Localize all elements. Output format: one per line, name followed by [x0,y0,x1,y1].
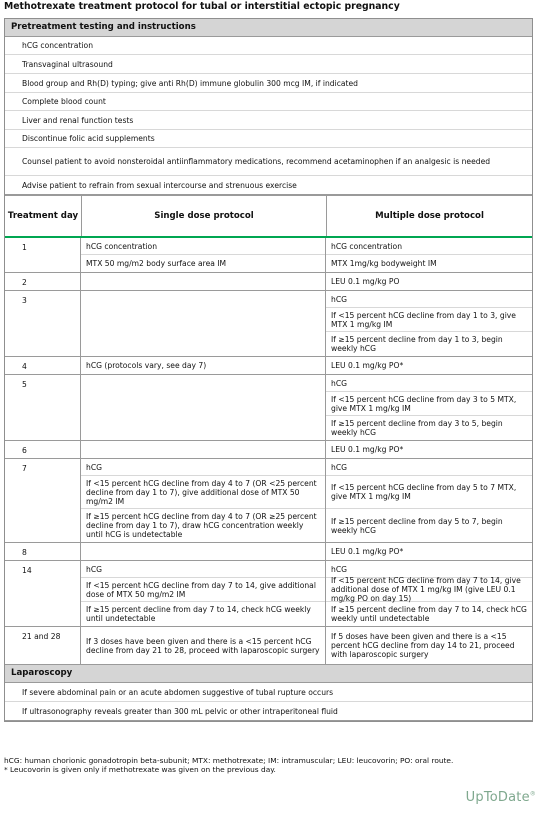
treatment-day-cell: 3 [5,291,81,356]
multiple-dose-entry: hCG [326,459,532,476]
protocol-frame [4,18,533,722]
laparoscopy-item: If ultrasonography reveals greater than 300 mL pelvic or other intraperitoneal fluid [5,702,532,721]
single-dose-entry [81,291,325,356]
multiple-dose-cell [326,273,532,290]
table-row [5,238,532,273]
pretreatment-item: Advise patient to refrain from sexual intercourse and strenuous exercise [5,176,532,195]
multiple-dose-entry: LEU 0.1 mg/kg PO* [331,547,404,556]
multiple-dose-entry: hCG concentration [326,238,532,255]
single-dose-cell [81,627,326,664]
pretreatment-item: Discontinue folic acid supplements [5,130,532,148]
multiple-dose-cell [326,459,532,542]
header-multiple-dose: Multiple dose protocol [375,211,484,221]
multiple-dose-entry: If <15 percent hCG decline from day 1 to 3, give MTX 1 mg/kg IM [326,308,532,332]
single-dose-entry [81,273,325,290]
single-dose-entry: If <15 percent hCG decline from day 7 to 14, give additional dose of MTX 50 mg/m2 IM [81,578,325,602]
multiple-dose-cell [326,543,532,560]
single-dose-entry: If <15 percent hCG decline from day 4 to 7 (OR <25 percent decline from day 1 to 7), give additional dose of MTX 50 mg/m2 IM [81,476,325,509]
table-row [5,273,532,291]
single-dose-cell [81,273,326,290]
header-treatment-day: Treatment day [5,196,82,236]
treatment-day-cell: 5 [5,375,81,440]
multiple-dose-cell [326,627,532,664]
multiple-dose-entry: If <15 percent hCG decline from day 3 to 5 MTX, give MTX 1 mg/kg IM [326,392,532,416]
treatment-day-cell: 21 and 28 [5,627,81,664]
logo-text: UpToDate [465,790,530,805]
single-dose-entry: hCG concentration [81,238,325,255]
pretreatment-list [5,37,532,195]
table-row [5,375,532,441]
multiple-dose-entry: LEU 0.1 mg/kg PO* [331,361,404,370]
header-single-dose: Single dose protocol [82,196,327,236]
laparoscopy-heading: Laparoscopy [5,665,532,683]
single-dose-cell [81,459,326,542]
multiple-dose-cell [326,291,532,356]
treatment-day-cell: 2 [5,273,81,290]
single-dose-entry: If ≥15 percent decline from day 7 to 14, check hCG weekly until undetectable [86,605,311,623]
treatment-day-cell: 6 [5,441,81,458]
single-dose-entry [81,375,325,440]
multiple-dose-entry: hCG [326,291,532,308]
footnote-leucovorin: * Leucovorin is given only if methotrexate was given on the previous day. [4,764,276,774]
multiple-dose-cell [326,441,532,458]
treatment-day-cell: 4 [5,357,81,374]
table-row [5,627,532,665]
treatment-day-cell: 14 [5,561,81,626]
multiple-dose-entry: If ≥15 percent decline from day 1 to 3, begin weekly hCG [331,335,503,353]
table-row [5,561,532,627]
multiple-dose-entry: hCG [326,375,532,392]
table-row [5,357,532,375]
multiple-dose-cell [326,561,532,626]
multiple-dose-entry: LEU 0.1 mg/kg PO* [331,445,404,454]
treatment-day-cell: 8 [5,543,81,560]
footnote-abbreviations: hCG: human chorionic gonadotropin beta-subunit; MTX: methotrexate; IM: intramuscular; LEU: leucovorin; PO: oral route. [4,756,454,765]
single-dose-entry: MTX 50 mg/m2 body surface area IM [86,259,227,268]
table-row [5,543,532,561]
pretreatment-heading: Pretreatment testing and instructions [5,19,532,37]
multiple-dose-entry: hCG [326,561,532,578]
multiple-dose-entry: If 5 doses have been given and there is a <15 percent hCG decline from day 14 to 21, proceed with laparoscopic surgery [331,632,515,659]
logo-registered-mark: ® [529,790,536,798]
pretreatment-item: Liver and renal function tests [5,111,532,130]
document-title: Methotrexate treatment protocol for tubal or interstitial ectopic pregnancy [4,1,400,12]
multiple-dose-cell [326,238,532,272]
single-dose-cell [81,561,326,626]
protocol-table-body [5,238,532,665]
table-row [5,441,532,459]
laparoscopy-list [5,683,532,721]
pretreatment-item: Complete blood count [5,93,532,111]
single-dose-entry [81,441,325,458]
table-row [5,459,532,543]
treatment-day-cell: 1 [5,238,81,272]
multiple-dose-entry: If <15 percent hCG decline from day 5 to 7 MTX, give MTX 1 mg/kg IM [326,476,532,509]
single-dose-cell [81,375,326,440]
pretreatment-item: Transvaginal ultrasound [5,55,532,74]
multiple-dose-entry: If ≥15 percent decline from day 7 to 14, check hCG weekly until undetectable [331,605,527,623]
single-dose-entry: hCG [81,561,325,578]
multiple-dose-entry: If <15 percent hCG decline from day 7 to 14, give additional dose of MTX 1 mg/kg IM (give LEU 0.1 mg/kg PO on day 15) [326,578,532,602]
uptodate-logo [466,790,536,805]
single-dose-cell [81,441,326,458]
multiple-dose-entry: If ≥15 percent decline from day 3 to 5, begin weekly hCG [331,419,503,437]
single-dose-entry: hCG (protocols vary, see day 7) [86,361,207,370]
laparoscopy-item: If severe abdominal pain or an acute abdomen suggestive of tubal rupture occurs [5,683,532,702]
pretreatment-item: Counsel patient to avoid nonsteroidal antiinflammatory medications, recommend acetaminophen if an analgesic is needed [5,148,532,176]
single-dose-entry: If ≥15 percent hCG decline from day 4 to 7 (OR ≥25 percent decline from day 1 to 7), draw hCG concentration weekly until hCG is undetectable [86,512,317,539]
treatment-day-cell: 7 [5,459,81,542]
pretreatment-item: hCG concentration [5,37,532,55]
multiple-dose-entry: If ≥15 percent decline from day 5 to 7, begin weekly hCG [331,516,503,535]
table-header [5,195,532,238]
multiple-dose-cell [326,375,532,440]
single-dose-entry: hCG [81,459,325,476]
single-dose-cell [81,291,326,356]
single-dose-cell [81,357,326,374]
multiple-dose-cell [326,357,532,374]
footnotes [4,757,534,774]
single-dose-entry: If 3 doses have been given and there is a <15 percent hCG decline from day 21 to 28, proceed with laparoscopic surgery [86,636,320,655]
multiple-dose-entry: MTX 1mg/kg bodyweight IM [331,259,437,268]
table-row [5,291,532,357]
multiple-dose-entry: LEU 0.1 mg/kg PO [331,277,400,286]
pretreatment-item: Blood group and Rh(D) typing; give anti Rh(D) immune globulin 300 mcg IM, if indicated [5,74,532,93]
single-dose-cell [81,238,326,272]
single-dose-entry [81,543,325,560]
single-dose-cell [81,543,326,560]
